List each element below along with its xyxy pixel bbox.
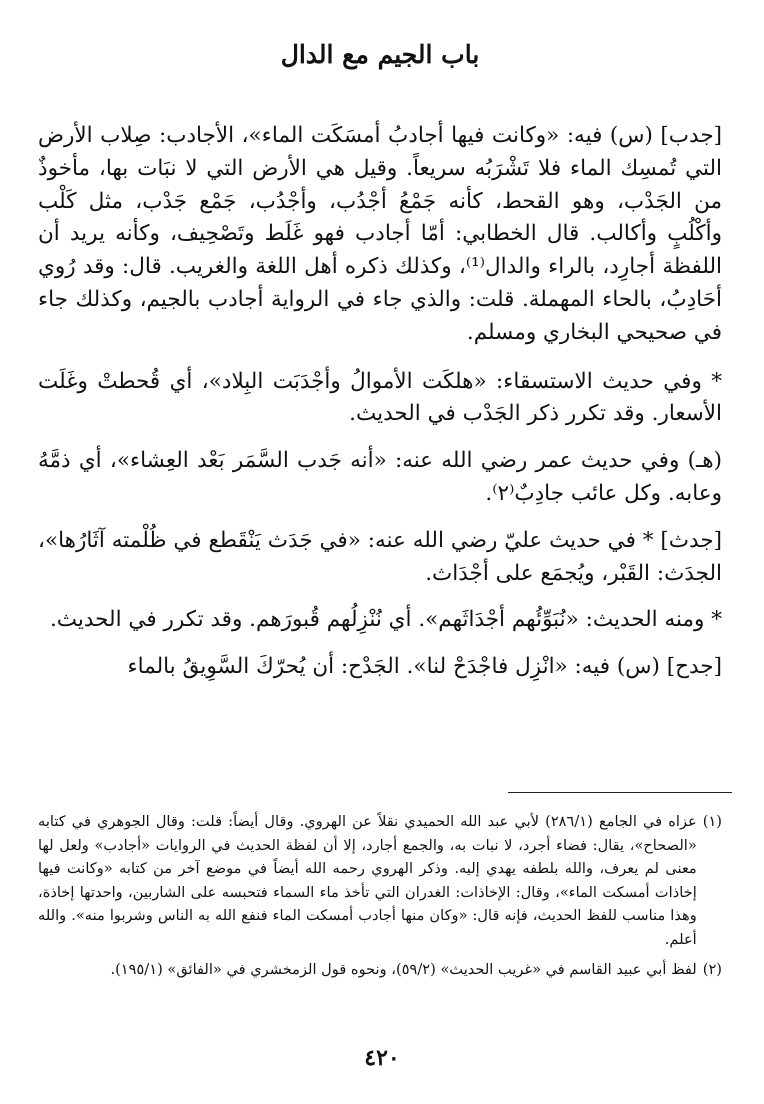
- chapter-title: باب الجيم مع الدال: [280, 40, 480, 69]
- footnote: [38, 958, 722, 982]
- entry-paragraph: [جدح] (س) فيه: «انْزِل فاجْدَحْ لنا». الجَدْح: أن يُحرّكَ السَّوِيقُ بالماء: [127, 654, 722, 680]
- footnote-text: لفظ أبي عبيد القاسم في «غريب الحديث» (٥٩/٢)، ونحوه قول الزمخشري في «الفائق» (١٩٥/١).: [110, 960, 697, 978]
- entry-paragraph: (هـ) وفي حديث عمر رضي الله عنه: «أنه جَدب السَّمَر بَعْد العِشاء»، أي ذمَّهُ وعابه. وكل عائب جادِبٌ⁽٢⁾.: [38, 448, 722, 506]
- entry-paragraph: * ومنه الحديث: «نُبَوِّئُهم أجْدَاثَهم». أي نُنْزِلُهم قُبورَهم. وقد تكرر في الحديث.: [49, 607, 722, 633]
- entry-paragraph: [جدث] * في حديث عليّ رضي الله عنه: «في جَدَث يَنْقَطع في ظُلْمته آثَارُها»، الجدَث: القَبْر، ويُجمَع على أجْدَاث.: [38, 527, 722, 586]
- footnote-number: (٢): [702, 960, 722, 978]
- entry-paragraph: * وفي حديث الاستسقاء: «هلكَت الأموالُ وأجْدَبَت البِلاد»، أي قُحطتْ وغَلَت الأسعار. وقد تكرر ذكر الجَدْب في الحديث.: [38, 368, 722, 427]
- footnotes: [38, 810, 722, 981]
- footnote-number: (١): [702, 813, 722, 830]
- footnote: [38, 810, 722, 952]
- entry-paragraph: [جدب] (س) فيه: «وكانت فيها أجادبُ أمسَكَت الماء»، الأجادب: صِلاب الأرض التي تُمسِك الماء فلا تَشْرَبُه سريعاً. وقيل هي الأرض التي لا نبَات بها، مأخوذٌ من الجَدْب، وهو القحط، كأنه جَمْعُ أجْدُب، وأجْدُب، جَمْع جَدْب، مثل كَلْب وأكْلُبٍ وأكالب. قال الخطابي: أمّا أجادب فهو غَلَط وتَصْحِيف، وكأنه يريد أن اللفظة أجارِد، بالراء والدال⁽¹⁾، وكذلك ذكره أهل اللغة والغريب. قال: وقد رُوي أحَادِبُ، بالحاء المهملة. قلت: والذي جاء في الرواية أجادب بالجيم، وكذلك جاء في صحيحي البخاري ومسلم.: [38, 123, 723, 345]
- footnote-divider: [508, 792, 732, 793]
- main-text: [38, 120, 722, 684]
- footnote-text: عزاه في الجامع (٢٨٦/١) لأبي عبد الله الحميدي نقلاً عن الهروي. وقال أيضاً: قلت: وقال الجوهري في كتابه «الصحاح»، يقال: فضاء أجرد، لا نبات به، والجمع أجارد، إلا أن لفظة الحديث في الروايات «أجادب» ولعل لها معنى لم يعرف، والله بلطفه يهدي إليه. وذكر الهروي رحمه الله أيضاً في موضع آخر من كتابه «وكانت فيها إخاذات أمسكت الماء»، وقال: الإخاذات: الغدران التي تأخذ ماء السماء فتحبسه على الشاربين، واحدتها إخاذة، وهذا مناسب للفظ الحديث، فإنه قال: «وكان منها أجادب أمسكت الماء فنفع الله به الناس وشربوا منه». والله أعلم.: [38, 813, 697, 948]
- page-number: ٤٢٠: [364, 1045, 400, 1071]
